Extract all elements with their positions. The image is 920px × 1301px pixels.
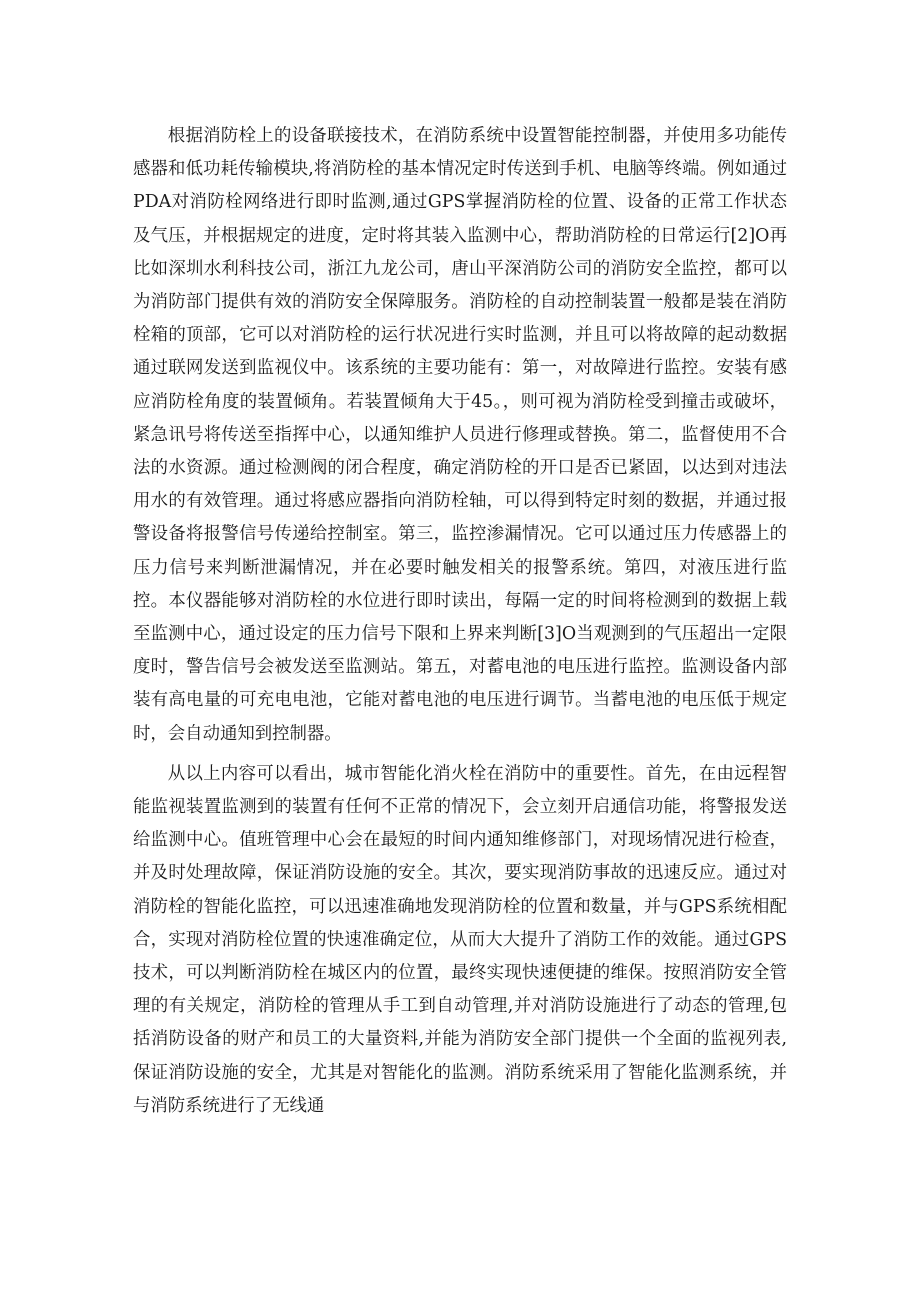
paragraph-2: 从以上内容可以看出，城市智能化消火栓在消防中的重要性。首先，在由远程智能监视装置监测到的装置有任何不正常的情况下，会立刻开启通信功能，将警报发送给监测中心。值班管理中心会在最短的时间内通知维修部门，对现场情况进行检查，并及时处理故障，保证消防设施的安全。其次，要实现消防事故的迅速反应。通过对消防栓的智能化监控，可以迅速准确地发现消防栓的位置和数量，并与GPS系统相配合，实现对消防栓位置的快速准确定位，从而大大提升了消防工作的效能。通过GPS技术，可以判断消防栓在城区内的位置，最终实现快速便捷的维保。按照消防安全管理的有关规定，消防栓的管理从手工到自动管理,并对消防设施进行了动态的管理,包括消防设备的财产和员工的大量资料,并能为消防安全部门提供一个全面的监视列表,保证消防设施的安全，尤其是对智能化的监测。消防系统采用了智能化监测系统，并与消防系统进行了无线通 <box>133 763 787 1116</box>
document-body <box>133 120 787 1123</box>
paragraph-1: 根据消防栓上的设备联接技术，在消防系统中设置智能控制器，并使用多功能传感器和低功耗传输模块,将消防栓的基本情况定时传送到手机、电脑等终端。例如通过PDA对消防栓网络进行即时监测,通过GPS掌握消防栓的位置、设备的正常工作状态及气压，并根据规定的进度，定时将其装入监测中心，帮助消防栓的日常运行[2]O再比如深圳水利科技公司，浙江九龙公司，唐山平深消防公司的消防安全监控，都可以为消防部门提供有效的消防安全保障服务。消防栓的自动控制装置一般都是装在消防栓箱的顶部，它可以对消防栓的运行状况进行实时监测，并且可以将故障的起动数据通过联网发送到监视仪中。该系统的主要功能有：第一，对故障进行监控。安装有感应消防栓角度的装置倾角。若装置倾角大于45。，则可视为消防栓受到撞击或破坏，紧急讯号将传送至指挥中心，以通知维护人员进行修理或替换。第二，监督使用不合法的水资源。通过检测阀的闭合程度，确定消防栓的开口是否已紧固，以达到对违法用水的有效管理。通过将感应器指向消防栓轴，可以得到特定时刻的数据，并通过报警设备将报警信号传递给控制室。第三，监控渗漏情况。它可以通过压力传感器上的压力信号来判断泄漏情况，并在必要时触发相关的报警系统。第四，对液压进行监控。本仪器能够对消防栓的水位进行即时读出，每隔一定的时间将检测到的数据上载至监测中心，通过设定的压力信号下限和上界来判断[3]O当观测到的气压超出一定限度时，警告信号会被发送至监测站。第五，对蓄电池的电压进行监控。监测设备内部装有高电量的可充电电池，它能对蓄电池的电压进行调节。当蓄电池的电压低于规定时，会自动通知到控制器。 <box>133 126 787 744</box>
